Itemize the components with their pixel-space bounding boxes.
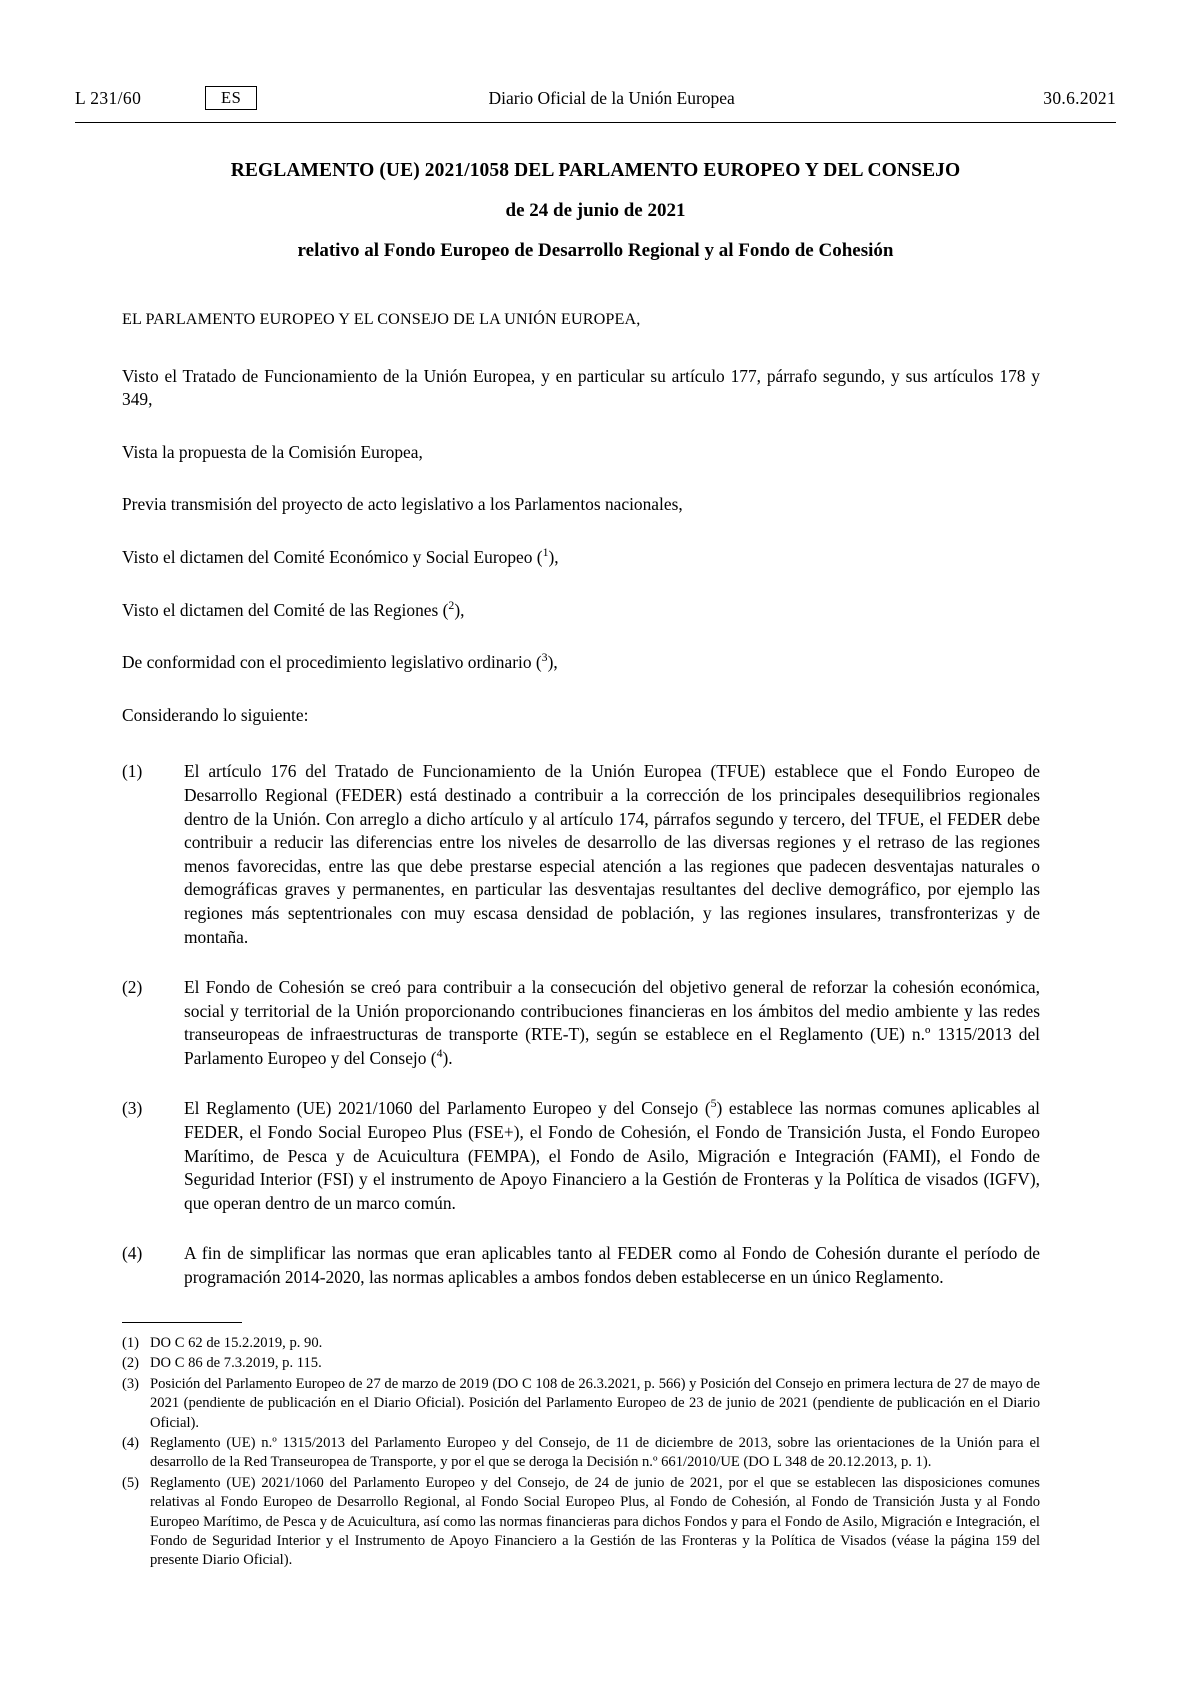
recital-number: (3) <box>122 1098 143 1119</box>
footnote-marker: (1) <box>122 1335 140 1351</box>
header-date: 30.6.2021 <box>1043 88 1116 108</box>
recital-text: El artículo 176 del Tratado de Funcionamiento de la Unión Europea (TFUE) establece que el Fondo Europeo de Desarrollo Regional (FEDER) está destinado a contribuir a la corrección de los principales desequilibrios regionales dentro de la Unión. Con arreglo a dicho artículo y al artículo 174, párrafos segundo y tercero, del TFUE, el FEDER debe contribuir a reducir las diferencias entre los niveles de desarrollo de las diversas regiones y el retraso de las regiones menos favorecidas, entre las que debe prestarse especial atención a las regiones que padecen desventajas naturales o demográficas graves y permanentes, en particular las desventajas resultantes del declive demográfico, por ejemplo las regiones más septentrionales con muy escasa densidad de población, y las regiones insulares, transfronterizas y de montaña. <box>184 761 1040 947</box>
recital-text-part: El Fondo de Cohesión se creó para contribuir a la consecución del objetivo general de reforzar la cohesión económica, social y territorial de la Unión proporcionando contribuciones financieras en los ámbitos del medio ambiente y las redes transeuropeas de infraestructuras de transporte (RTE-T), según se establece en el Reglamento (UE) n.º 1315/2013 del Parlamento Europeo y del Consejo ( <box>184 977 1040 1068</box>
recital-text-tail: ). <box>442 1047 453 1068</box>
footnote-item <box>122 1434 1040 1473</box>
footnote-text: Reglamento (UE) n.º 1315/2013 del Parlamento Europeo y del Consejo, de 11 de diciembre de 2013, sobre las orientaciones de la Unión para el desarrollo de la Red Transeuropea de Transporte, y por el que se deroga la Decisión n.º 661/2010/UE (DO L 348 de 20.12.2013, p. 1). <box>150 1435 1040 1471</box>
page-header <box>75 86 1116 118</box>
footnote-item <box>122 1334 1040 1353</box>
recital-number: (1) <box>122 761 143 782</box>
header-page-reference: L 231/60 <box>75 88 142 108</box>
preamble-opinion-eesc-tail: ), <box>548 546 559 567</box>
recital-text: A fin de simplificar las normas que eran aplicables tanto al FEDER como al Fondo de Cohesión durante el período de programación 2014-2020, las normas aplicables a ambos fondos deben establecerse en un único Reglamento. <box>184 1243 1040 1288</box>
preamble-proposal: Vista la propuesta de la Comisión Europea, <box>122 441 423 462</box>
preamble-procedure-text: De conformidad con el procedimiento legislativo ordinario ( <box>122 652 542 673</box>
preamble-transmission: Previa transmisión del proyecto de acto legislativo a los Parlamentos nacionales, <box>122 494 683 515</box>
footnote-ref-2[interactable]: 2 <box>448 597 455 612</box>
footnote-text: DO C 86 de 7.3.2019, p. 115. <box>150 1355 322 1372</box>
footnote-ref-4[interactable]: 4 <box>436 1046 443 1061</box>
header-divider <box>75 122 1116 123</box>
recital-text <box>184 976 1040 1070</box>
preamble-opinion-eesc <box>122 546 1040 570</box>
recital-text-tail: ) establece las normas comunes aplicables al FEDER, el Fondo Social Europeo Plus (FSE+), el Fondo de Cohesión, el Fondo de Transición Justa, el Fondo Europeo Marítimo, de Pesca y de Acuicultura (FEMPA), el Fondo de Asilo, Migración e Integración (FAMI), el Fondo de Seguridad Interior (FSI) y el instrumento de Apoyo Financiero a la Gestión de Fronteras y la Política de visados (IGFV), que operan dentro de un marco común. <box>184 1098 1040 1213</box>
footnote-ref-1[interactable]: 1 <box>542 545 549 560</box>
recital-item <box>122 1097 1040 1215</box>
footnote-ref-3[interactable]: 3 <box>541 650 548 665</box>
preamble-treaty: Visto el Tratado de Funcionamiento de la Unión Europea, y en particular su artículo 177, párrafo segundo, y sus artículos 178 y 349, <box>122 365 1040 410</box>
recital-item <box>122 760 1040 949</box>
footnote-marker: (5) <box>122 1474 140 1491</box>
document-body <box>122 308 1040 1317</box>
recital-text-part: El Reglamento (UE) 2021/1060 del Parlamento Europeo y del Consejo ( <box>184 1098 711 1119</box>
footnote-text: DO C 62 de 15.2.2019, p. 90. <box>150 1335 323 1351</box>
header-publication-title: Diario Oficial de la Unión Europea <box>488 88 735 108</box>
preamble-procedure-tail: ), <box>547 652 558 673</box>
footnote-marker: (3) <box>122 1375 140 1392</box>
footnote-item <box>122 1474 1040 1571</box>
preamble-whereas: Considerando lo siguiente: <box>122 704 309 725</box>
recital-item <box>122 976 1040 1070</box>
footnote-ref-5[interactable]: 5 <box>710 1096 717 1111</box>
footnote-item <box>122 1354 1040 1373</box>
regulation-date: de 24 de junio de 2021 <box>505 200 686 221</box>
footnote-text: Posición del Parlamento Europeo de 27 de marzo de 2019 (DO C 108 de 26.3.2021, p. 566) y Posición del Consejo en primera lectura de 27 de mayo de 2021 (pendiente de publicación en el Diario Oficial). Posición del Parlamento Europeo de 23 de junio de 2021 (pendiente de publicación en el Diario Oficial). <box>150 1375 1040 1431</box>
preamble-opinion-cor <box>122 599 1040 623</box>
recital-number: (4) <box>122 1243 143 1264</box>
header-language-badge: ES <box>205 86 257 110</box>
preamble-institutions: EL PARLAMENTO EUROPEO Y EL CONSEJO DE LA UNIÓN EUROPEA, <box>122 310 641 328</box>
recital-text <box>184 1097 1040 1215</box>
recital-number: (2) <box>122 977 143 998</box>
preamble-opinion-eesc-text: Visto el dictamen del Comité Económico y Social Europeo ( <box>122 546 543 567</box>
footnote-marker: (2) <box>122 1355 140 1372</box>
footnote-marker: (4) <box>122 1435 140 1452</box>
footnote-list <box>122 1334 1040 1572</box>
preamble-opinion-cor-text: Visto el dictamen del Comité de las Regiones ( <box>122 599 449 620</box>
footnote-text: Reglamento (UE) 2021/1060 del Parlamento Europeo y del Consejo, de 24 de junio de 2021, por el que se establecen las disposiciones comunes relativas al Fondo Europeo de Desarrollo Regional, al Fondo Social Europeo Plus, al Fondo de Cohesión, al Fondo de Transición Justa y al Fondo Europeo Marítimo, de Pesca y de Acuicultura, así como las normas financieras para dichos Fondos y para el Fondo de Asilo, Migración e Integración, el Fondo de Seguridad Interior y el Instrumento de Apoyo Financiero a la Gestión de las Fronteras y la Política de Visados (véase la página 159 del presente Diario Oficial). <box>150 1474 1040 1569</box>
preamble-opinion-cor-tail: ), <box>454 599 465 620</box>
regulation-title: REGLAMENTO (UE) 2021/1058 DEL PARLAMENTO EUROPEO Y DEL CONSEJO <box>230 160 961 181</box>
preamble-procedure <box>122 651 1040 675</box>
recital-item <box>122 1242 1040 1289</box>
document-title <box>150 158 1041 264</box>
footnote-item <box>122 1375 1040 1433</box>
regulation-subject: relativo al Fondo Europeo de Desarrollo Regional y al Fondo de Cohesión <box>297 240 894 261</box>
footnote-separator <box>122 1322 242 1323</box>
